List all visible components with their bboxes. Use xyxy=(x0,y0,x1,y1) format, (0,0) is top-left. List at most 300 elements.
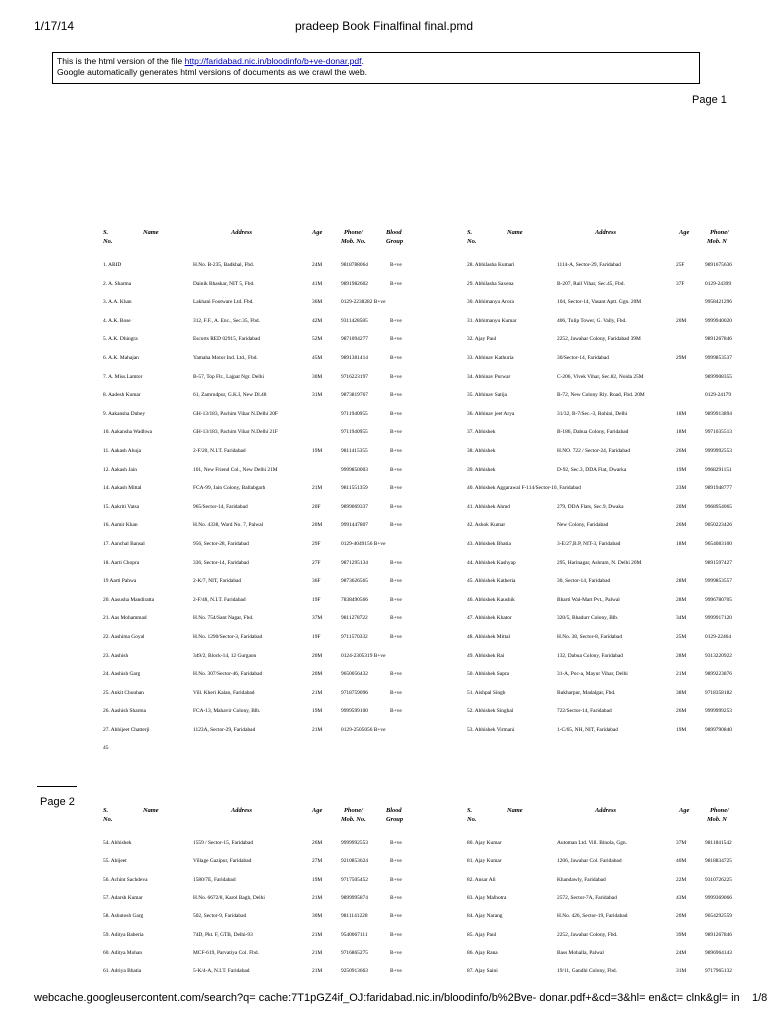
donor-address-cell: 30, Sector-14, Faridabad xyxy=(557,578,611,585)
col-age-header: Age xyxy=(679,807,690,814)
donor-blood-group-cell: B+ve xyxy=(390,578,402,585)
donor-phone-cell: 9971035513 xyxy=(705,429,732,436)
donor-name-cell: 30. Abhimanyu Arora xyxy=(467,299,514,306)
donor-name-cell: 58. Ashutosh Garg xyxy=(103,913,144,920)
donor-blood-group-cell: B+ve xyxy=(390,522,402,529)
donor-name-cell: 51. Aishpal Singh xyxy=(467,689,506,696)
donor-address-cell: FCA-13, Mahavir Colony, Blb. xyxy=(193,708,261,715)
col-no-header: No. xyxy=(103,816,113,823)
col-mob-header: Mob. No. xyxy=(341,238,366,245)
donor-phone-cell: 7838490566 xyxy=(341,596,368,603)
donor-name-cell: 35. Abhinav Satija xyxy=(467,392,507,399)
notice-suffix: . xyxy=(361,56,364,66)
donor-name-cell: 87. Ajay Saini xyxy=(467,968,498,975)
donor-phone-cell: 9717965132 xyxy=(705,968,732,975)
donor-age-cell: 21M xyxy=(312,727,323,733)
donor-address-cell: 2-K/7, NIT, Faridabad xyxy=(193,578,242,585)
donor-age-cell: 23M xyxy=(676,485,687,492)
donor-age-cell: 21M xyxy=(312,968,323,975)
col-name-header: Name xyxy=(143,229,159,236)
donor-address-cell: 2-F/20, N.I.T. Faridabad xyxy=(193,448,246,454)
donor-address-cell: 312, F.F., A. Enc., Sec.35, Fbd. xyxy=(193,317,260,324)
page-1-label: Page 1 xyxy=(692,94,727,106)
donor-name-cell: 1. ABID xyxy=(103,262,122,268)
donor-address-cell: GH-13/183, Pachim Vihar N.Delhi 20F xyxy=(193,410,278,417)
donor-phone-cell: 9891597427 xyxy=(705,559,732,566)
donor-phone-cell: 9999917120 xyxy=(705,615,732,622)
donor-name-cell: 2. A. Sharma xyxy=(103,280,132,287)
donor-age-cell: 30M xyxy=(312,373,323,380)
donor-age-cell: 43M xyxy=(676,894,687,901)
donor-name-cell: 19 Aarti Pahwa xyxy=(103,578,137,585)
donor-age-cell: 21M xyxy=(312,894,323,901)
donor-name-cell: 21. Aas Mohammad xyxy=(103,615,147,622)
donor-address-cell: 295, Harinagar, Ashram, N. Delhi 20M xyxy=(557,559,642,566)
donor-age-cell: 21M xyxy=(312,485,323,492)
donor-name-cell: 24. Aashish Garg xyxy=(103,671,141,678)
donor-blood-group-cell: B+ve xyxy=(390,503,402,510)
stray-page-number: 45 xyxy=(103,745,109,751)
col-phone-header: Phone/ xyxy=(710,229,729,236)
col-address-header: Address xyxy=(595,229,616,236)
donor-age-cell: 25F xyxy=(676,262,685,268)
donor-phone-cell: 9871295134 xyxy=(341,559,368,566)
donor-phone-cell: 9873819767 xyxy=(341,392,368,399)
donor-phone-cell: 9818788064 xyxy=(341,262,368,268)
donor-age-cell: 28M xyxy=(676,578,687,585)
donor-address-cell: 2252, Jawahar Colony, Fbd. xyxy=(557,931,618,938)
donor-name-cell: 55. Abijeet xyxy=(103,858,127,865)
donor-phone-cell: 0124-2305319 B+ve xyxy=(341,652,386,659)
donor-name-cell: 3. A.A. Khan xyxy=(103,299,132,306)
donor-phone-cell: 9999853557 xyxy=(705,578,732,585)
donor-age-cell: 26M xyxy=(676,708,687,715)
donor-age-cell: 29M xyxy=(676,355,687,361)
donor-phone-cell: 9716865275 xyxy=(341,949,368,956)
donor-address-cell: D-92, Sec.3, DDA Flat, Dwarka xyxy=(557,466,627,473)
donor-phone-cell: 9311428585 xyxy=(341,317,368,324)
donor-age-cell: 24M xyxy=(676,949,687,956)
donor-name-cell: 38. Abhishek xyxy=(467,448,496,454)
donor-age-cell: 19M xyxy=(676,466,687,473)
donor-address-cell: 956, Sector-28, Faridabad xyxy=(193,541,249,547)
donor-age-cell: 38M xyxy=(676,689,687,696)
donor-address-cell: 320/5, Bhadurr Colony, Blb. xyxy=(557,615,619,622)
donor-blood-group-cell: B+ve xyxy=(390,336,402,343)
col-blood-header: Blood xyxy=(386,229,402,236)
donor-age-cell: 18M xyxy=(676,429,687,436)
col-age-header: Age xyxy=(312,807,323,814)
donor-name-cell: 20. Aasusha Mandiratta xyxy=(103,596,155,603)
donor-address-cell: H.No. 38, Sector-8, Faridabad xyxy=(557,634,623,640)
donor-name-cell: 28. Abhilasha Kumari xyxy=(467,262,515,268)
donor-phone-cell: 9871094277 xyxy=(341,336,368,343)
col-no-header: No. xyxy=(467,238,477,245)
donor-address-cell: Lakhani Footware Ltd. Fbd. xyxy=(193,299,254,306)
donor-address-cell: 406, Tulip Tower, G. Vally, Fbd. xyxy=(557,317,627,324)
donor-age-cell: 36M xyxy=(312,299,323,306)
donor-phone-cell: 9999853537 xyxy=(705,355,732,361)
donor-blood-group-cell: B+ve xyxy=(390,559,402,566)
donor-name-cell: 45. Abhishek Katheria xyxy=(467,578,516,585)
donor-age-cell: 31M xyxy=(312,392,323,399)
donor-name-cell: 22. Aashima Goyal xyxy=(103,634,145,640)
donor-phone-cell: 9891948777 xyxy=(705,485,732,492)
donor-blood-group-cell: B+ve xyxy=(390,671,402,678)
donor-age-cell: 41M xyxy=(312,280,323,287)
donor-address-cell: H.No. 754/Sant Nagar, Fbd. xyxy=(193,615,254,622)
donor-address-cell: 5-K/4-A, N.I.T. Faridabad xyxy=(193,968,250,975)
donor-name-cell: 54. Abhishek xyxy=(103,840,132,846)
donor-phone-cell: 0129-24179 xyxy=(705,392,732,399)
notice-prefix: This is the html version of the file xyxy=(57,56,185,66)
donor-address-cell: Bukharpur, Madalgar, Fbd. xyxy=(557,689,616,696)
donor-phone-cell: 9899790840 xyxy=(705,727,732,733)
donor-name-cell: 50. Abhishek Sapra xyxy=(467,671,510,678)
donor-age-cell: 42M xyxy=(312,317,323,324)
donor-address-cell: Bharti Wal-Mart Pvt., Palwal xyxy=(557,596,620,603)
donor-blood-group-cell: B+ve xyxy=(390,392,402,399)
col-sno-header: S. xyxy=(103,229,109,236)
donor-name-cell: 40. Abhishek Aggarawal F-114/Sector-10, Faridabad xyxy=(467,485,581,492)
donor-phone-cell: 9958421296 xyxy=(705,299,732,306)
col-name-header: Name xyxy=(507,807,523,814)
cache-notice-box xyxy=(52,52,700,84)
notice-line-2: Google automatically generates html versions of documents as we crawl the web. xyxy=(57,67,368,77)
donor-address-cell: 1-C/65, NH, NIT, Faridabad xyxy=(557,727,618,733)
donor-age-cell: 19F xyxy=(312,596,321,603)
donor-address-cell: GH-13/183, Pachim Vihar N.Delhi 21F xyxy=(193,429,278,436)
donor-address-cell: 1123A, Sector-29, Faridabad xyxy=(193,727,256,733)
donor-blood-group-cell: B+ve xyxy=(390,858,402,865)
donor-age-cell: 30M xyxy=(312,913,323,920)
donor-phone-cell: 9999992553 xyxy=(341,840,368,846)
donor-phone-cell: 9891982602 xyxy=(341,280,368,287)
donor-phone-cell: 0129-24399 xyxy=(705,280,732,287)
donor-blood-group-cell: B+ve xyxy=(390,708,402,715)
donor-address-cell: 279, DDA Flats, Sec.9, Dwaka xyxy=(557,503,624,510)
donor-age-cell: 20M xyxy=(676,913,687,920)
donor-address-cell: 30/Sector-14, Faridabad xyxy=(557,355,609,361)
col-blood-header: Blood xyxy=(386,807,402,814)
donor-age-cell: 27F xyxy=(312,559,321,566)
col-address-header: Address xyxy=(231,807,252,814)
donor-age-cell: 19F xyxy=(312,634,321,640)
donor-name-cell: 32. Ajay Paul xyxy=(467,336,497,343)
donor-address-cell: H.No. B-235, Badkhal, Fbd. xyxy=(193,262,255,268)
donor-age-cell: 37M xyxy=(312,615,323,622)
donor-address-cell: Dainik Bhaskar, NIT 5, Fbd. xyxy=(193,280,255,287)
donor-phone-cell: 9891675636 xyxy=(705,262,732,268)
donor-phone-cell: 9991447807 xyxy=(341,522,368,529)
donor-phone-cell: 9650056432 xyxy=(341,671,368,678)
col-address-header: Address xyxy=(595,807,616,814)
donor-age-cell: 19M xyxy=(312,448,323,454)
col-name-header: Name xyxy=(507,229,523,236)
page-1-right-table xyxy=(467,228,768,733)
donor-name-cell: 31. Abhimanyu Kumar xyxy=(467,317,517,324)
donor-address-cell: B-207, Rail Vihar, Sec.45, Fbd. xyxy=(557,280,625,287)
donor-age-cell: 20M xyxy=(676,317,687,324)
donor-age-cell: 20M xyxy=(312,522,323,529)
col-phone-header: Phone/ xyxy=(344,807,363,814)
donor-age-cell: 34M xyxy=(676,615,687,622)
donor-age-cell: 39M xyxy=(676,931,687,938)
donor-age-cell: 27M xyxy=(312,858,323,865)
donor-phone-cell: 9811278722 xyxy=(341,615,368,622)
donor-blood-group-cell: B+ve xyxy=(390,615,402,622)
donor-name-cell: 49. Abhishek Rai xyxy=(467,652,505,659)
donor-blood-group-cell: B+ve xyxy=(390,876,402,883)
donor-phone-cell: 9250913663 xyxy=(341,968,368,975)
donor-address-cell: 965/Sector-14, Faridabad xyxy=(193,503,248,510)
donor-phone-cell: 9999940020 xyxy=(705,317,732,324)
donor-phone-cell: 9711570332 xyxy=(341,634,368,640)
page-divider-rule xyxy=(37,786,77,787)
donor-phone-cell: 9968954065 xyxy=(705,503,732,510)
donor-name-cell: 17. Aanchal Bansal xyxy=(103,541,145,547)
donor-phone-cell: 9899908355 xyxy=(705,373,732,380)
donor-name-cell: 84. Ajay Narang xyxy=(467,913,503,920)
donor-name-cell: 29. Abhilasha Saxena xyxy=(467,280,514,287)
donor-name-cell: 59. Aditya Baberia xyxy=(103,931,144,938)
donor-name-cell: 41. Abhishek Ahmd xyxy=(467,503,510,510)
donor-address-cell: H.NO. 722 / Sector-24, Faridabad xyxy=(557,448,631,454)
donor-address-cell: MCF-619, Parvatiya Col. Fbd. xyxy=(193,949,259,956)
donor-phone-cell: 9999369066 xyxy=(705,894,732,901)
donor-address-cell: B-186, Dabua Colony, Faridabad xyxy=(557,429,629,436)
donor-address-cell: 1580/7E, Faridabad xyxy=(193,876,236,883)
page-2-label: Page 2 xyxy=(40,796,75,808)
donor-name-cell: 82. Ansar Ali xyxy=(467,876,496,883)
col-group-header: Group xyxy=(386,238,404,245)
donor-phone-cell: 9718358182 xyxy=(705,689,732,696)
donor-phone-cell: 9999992553 xyxy=(705,448,732,454)
source-pdf-link[interactable]: http://faridabad.nic.in/bloodinfo/b+ve-donar.pdf xyxy=(184,56,362,66)
donor-age-cell: 28M xyxy=(676,596,687,603)
notice-line-1 xyxy=(57,56,695,67)
donor-age-cell: 22M xyxy=(676,876,687,883)
donor-age-cell: 20M xyxy=(676,503,687,510)
donor-age-cell: 21M xyxy=(676,671,687,678)
donor-blood-group-cell: B+ve xyxy=(390,317,402,324)
col-age-header: Age xyxy=(679,229,690,236)
donor-phone-cell: 9996780705 xyxy=(705,596,732,603)
donor-name-cell: 37. Abhishek xyxy=(467,429,496,436)
donor-age-cell: 20M xyxy=(312,671,323,678)
donor-phone-cell: 9999599100 xyxy=(341,708,368,715)
donor-address-cell: 502, Sector-9, Faridabad xyxy=(193,913,247,920)
col-mob-header: Mob. N xyxy=(707,816,727,823)
donor-phone-cell: 9654292559 xyxy=(705,913,732,920)
donor-address-cell: 61, Zamrudpur, G.K.I, New Dl.48 xyxy=(193,392,267,399)
donor-phone-cell: 9968291151 xyxy=(705,466,732,473)
donor-address-cell: Escorts RED 02915, Faridabad xyxy=(193,336,261,343)
donor-address-cell: 31-A, Poc-a, Mayur Vihar, Delhi xyxy=(557,671,628,678)
donor-address-cell: FCA-99, Jain Colony, Ballabgarh xyxy=(193,485,266,492)
donor-address-cell: 1559 / Sector-15, Faridabad xyxy=(193,840,254,846)
donor-name-cell: 25. Ankit Chouhan xyxy=(103,689,144,696)
donor-address-cell: H.No. 307/Sector-46, Faridabad xyxy=(193,671,263,678)
donor-blood-group-cell: B+ve xyxy=(390,931,402,938)
donor-phone-cell: 9050223426 xyxy=(705,522,732,529)
donor-address-cell: C-206, Vivek Vihar, Sec.82, Noida 25M xyxy=(557,373,644,380)
donor-age-cell: 18M xyxy=(676,410,687,417)
donor-name-cell: 57. Adarsh Kumar xyxy=(103,894,143,901)
donor-phone-cell: 9896964143 xyxy=(705,949,732,956)
donor-address-cell: 722/Sector-14, Faridabad xyxy=(557,708,612,715)
donor-name-cell: 48. Abhishek Mittal xyxy=(467,634,510,640)
donor-address-cell: 349/2, Block-14, 12 Gurgaon xyxy=(193,652,257,659)
donor-phone-cell: 9716223197 xyxy=(341,373,368,380)
donor-name-cell: 6. A.K. Mahajan xyxy=(103,355,139,361)
donor-phone-cell: 9873626565 xyxy=(341,578,368,585)
donor-blood-group-cell: B+ve xyxy=(390,894,402,901)
print-page-number: 1/8 xyxy=(752,992,768,1004)
donor-phone-cell: 9540067111 xyxy=(341,931,368,938)
donor-phone-cell: 9899995874 xyxy=(341,894,368,901)
donor-blood-group-cell: B+ve xyxy=(390,355,402,361)
donor-blood-group-cell: B+ve xyxy=(390,262,402,268)
donor-phone-cell: 0129-22464 xyxy=(705,634,732,640)
donor-age-cell: 19M xyxy=(312,708,323,715)
donor-name-cell: 39. Abhishek xyxy=(467,466,496,473)
donor-phone-cell: 9891267846 xyxy=(705,931,732,938)
donor-address-cell: Yamaha Motor Ind. Ltd., Fbd. xyxy=(193,355,258,361)
donor-address-cell: Vill. Kheri Kalan, Faridabad xyxy=(193,689,255,696)
donor-name-cell: 83. Ajay Malhotra xyxy=(467,894,507,901)
donor-age-cell: 26M xyxy=(676,448,687,454)
col-mob-header: Mob. No. xyxy=(341,816,366,823)
donor-phone-cell: 9891381414 xyxy=(341,355,368,361)
donor-name-cell: 33. Abhinav Kathuria xyxy=(467,355,514,361)
donor-address-cell: 3-E/27,B.P, NIT-3, Faridabad xyxy=(557,541,621,547)
donor-name-cell: 81. Ajay Kumar xyxy=(467,858,502,865)
donor-name-cell: 52. Abhishek Singhal xyxy=(467,708,514,715)
donor-name-cell: 34. Abhinav Purwar xyxy=(467,373,511,380)
donor-age-cell: 20M xyxy=(312,652,323,659)
donor-name-cell: 86. Ajay Rana xyxy=(467,949,498,956)
donor-address-cell: 2572, Sector-7A, Faridabad xyxy=(557,894,617,901)
donor-age-cell: 24M xyxy=(312,262,323,268)
donor-name-cell: 53. Abhishek Virmani xyxy=(467,727,515,733)
donor-name-cell: 4. A.K. Bose xyxy=(103,317,131,324)
donor-age-cell: 52M xyxy=(312,336,323,343)
cache-url-footer: webcache.googleusercontent.com/search?q= cache:7T1pGZ4if_OJ:faridabad.nic.in/bloodinfo/b%2Bve- donar.pdf+&cd=3&hl= en&ct= clnk&gl= in xyxy=(34,992,740,1004)
donor-age-cell: 36F xyxy=(312,578,321,585)
donor-phone-cell: 9899223876 xyxy=(705,671,732,678)
col-sno-header: S. xyxy=(103,807,109,814)
donor-phone-cell: 9811415355 xyxy=(341,448,368,454)
donor-age-cell: 40M xyxy=(676,858,687,865)
donor-address-cell: H.No. 4338, Ward No. 7, Palwal xyxy=(193,522,264,529)
donor-blood-group-cell: B+ve xyxy=(390,410,402,417)
donor-phone-cell: 9999850003 xyxy=(341,466,368,473)
donor-address-cell: 132, Dabua Colony, Faridabad xyxy=(557,652,623,659)
donor-age-cell: 45M xyxy=(312,355,323,361)
donor-address-cell: 2252, Jawahar Colony, Faridabad 39M xyxy=(557,336,641,343)
donor-address-cell: New Colony, Faridabad xyxy=(557,522,609,529)
donor-blood-group-cell: B+ve xyxy=(390,968,402,975)
donor-name-cell: 61. Adriya Bhatia xyxy=(103,968,142,975)
donor-age-cell: 26M xyxy=(676,522,687,529)
donor-age-cell: 20F xyxy=(312,503,321,510)
donor-name-cell: 56. Achint Sachdeva xyxy=(103,876,148,883)
document-title: pradeep Book Finalfinal final.pmd xyxy=(294,19,474,33)
donor-blood-group-cell: B+ve xyxy=(390,485,402,492)
donor-name-cell: 43. Abhishek Bhatia xyxy=(467,541,511,547)
donor-age-cell: 21M xyxy=(312,689,323,696)
col-phone-header: Phone/ xyxy=(344,229,363,236)
donor-blood-group-cell: B+ve xyxy=(390,689,402,696)
col-sno-header: S. xyxy=(467,229,473,236)
donor-blood-group-cell: B+ve xyxy=(390,949,402,956)
col-sno-header: S. xyxy=(467,807,473,814)
donor-phone-cell: 0129-4049156 B+ve xyxy=(341,541,386,547)
donor-phone-cell: 9811141228 xyxy=(341,913,368,920)
page-2-left-table xyxy=(103,806,443,986)
donor-phone-cell: 9999999253 xyxy=(705,708,732,715)
donor-phone-cell: 9811551359 xyxy=(341,485,368,492)
donor-address-cell: 19/11, Gandhi Colony, Fbd. xyxy=(557,968,617,975)
col-address-header: Address xyxy=(231,229,252,236)
donor-address-cell: Automan Ltd. Vill. Binola, Ggn. xyxy=(557,840,627,846)
donor-name-cell: 11. Aakash Ahuja xyxy=(103,448,141,454)
donor-address-cell: H.No. 1290/Sector-3, Faridabad xyxy=(193,634,263,640)
donor-age-cell: 19M xyxy=(312,876,323,883)
donor-age-cell: 25M xyxy=(676,634,687,640)
donor-name-cell: 47. Abhishek Khator xyxy=(467,615,512,622)
donor-name-cell: 9. Aakansha Dubey xyxy=(103,410,146,417)
donor-blood-group-cell: B+ve xyxy=(390,466,402,473)
donor-age-cell: 29F xyxy=(312,541,321,547)
col-no-header: No. xyxy=(467,816,477,823)
donor-phone-cell: 9711940955 xyxy=(341,410,368,417)
donor-age-cell: 19M xyxy=(676,727,687,733)
donor-phone-cell: 9313220922 xyxy=(705,652,732,659)
donor-phone-cell: 0129-2238282 B+ve xyxy=(341,299,386,306)
col-mob-header: Mob. N xyxy=(707,238,727,245)
donor-age-cell: 31M xyxy=(676,968,687,975)
col-name-header: Name xyxy=(143,807,159,814)
donor-phone-cell: 9891267846 xyxy=(705,336,732,343)
donor-address-cell: 336, Sector-14, Faridabad xyxy=(193,559,249,566)
donor-phone-cell: 0129-2505056 B+ve xyxy=(341,727,386,733)
donor-phone-cell: 9899913894 xyxy=(705,410,732,417)
donor-name-cell: 36. Abhinav jeet Arya xyxy=(467,410,515,417)
donor-age-cell: 18M xyxy=(676,541,687,547)
donor-address-cell: 31/32, B-7/Sec.-3, Rohini, Delhi xyxy=(557,410,628,417)
donor-age-cell: 26M xyxy=(312,840,323,846)
donor-phone-cell: 9711940955 xyxy=(341,429,368,436)
donor-name-cell: 10. Aakansha Wadhwa xyxy=(103,429,153,436)
donor-name-cell: 60. Aditya Mohan xyxy=(103,949,143,956)
donor-age-cell: 21M xyxy=(312,931,323,938)
donor-name-cell: 18. Aarti Chopra xyxy=(103,559,140,566)
donor-address-cell: H.No. 426, Sector-19, Faridabad xyxy=(557,913,628,920)
col-no-header: No. xyxy=(103,238,113,245)
donor-name-cell: 15. Aakriti Vatsa xyxy=(103,503,139,510)
print-date: 1/17/14 xyxy=(34,19,75,33)
donor-name-cell: 80. Ajay Kumar xyxy=(467,840,502,846)
donor-blood-group-cell: B+ve xyxy=(390,596,402,603)
donor-name-cell: 26. Aashish Sharma xyxy=(103,708,146,715)
col-age-header: Age xyxy=(312,229,323,236)
page-2-right-table xyxy=(467,806,768,986)
donor-age-cell: 37M xyxy=(676,840,687,846)
page-1-left-table xyxy=(103,228,443,733)
browser-print-header xyxy=(0,0,768,40)
